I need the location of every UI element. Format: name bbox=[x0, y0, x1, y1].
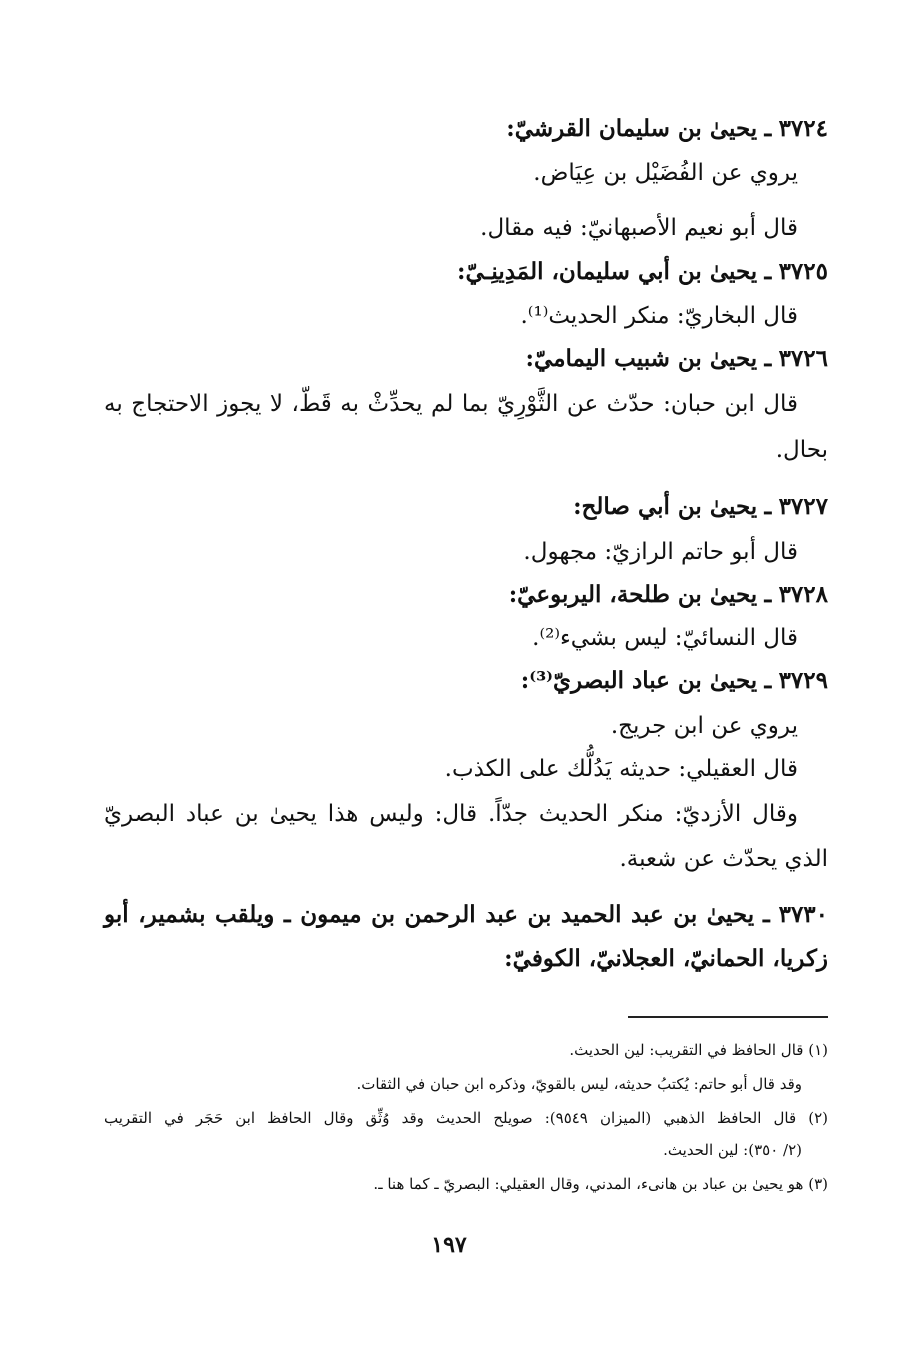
entry-text: قال ابن حبان: حدّث عن الثَّوْرِيّ بما لم يحدِّثْ به قَطّ، لا يجوز الاحتجاج به bbox=[104, 391, 798, 417]
entry-text: وقال الأزديّ: منكر الحديث جدّاً. قال: وليس هذا يحيىٰ بن عباد البصريّ bbox=[104, 801, 798, 827]
dash: ـ bbox=[764, 581, 772, 608]
entry-name: يحيىٰ بن أبي سليمان، المَدِينِـيّ: bbox=[456, 258, 758, 285]
entry-text: يروي عن الفُضَيْل بن عِيَاض. bbox=[533, 160, 798, 186]
footnote-divider bbox=[628, 1016, 828, 1018]
footnote: (٢) قال الحافظ الذهبي (الميزان ٩٥٤٩): صويلح الحديث وقد وُثِّق وقال الحافظ ابن حَجَر في التقريب bbox=[104, 1109, 828, 1127]
entry-name: يحيىٰ بن عبد الحميد بن عبد الرحمن بن ميمون ـ ويلقب بشمير، أبو bbox=[104, 901, 755, 928]
entry-heading bbox=[457, 255, 828, 289]
dash: ـ bbox=[764, 115, 772, 142]
entry-number: ٣٧٣٠ bbox=[778, 901, 829, 928]
entry-heading bbox=[506, 112, 828, 146]
entry-name: يحيىٰ بن شبيب اليماميّ: bbox=[525, 345, 758, 372]
entry-text: بحال. bbox=[775, 437, 828, 463]
dash: ـ bbox=[764, 258, 772, 285]
entry-text: الذي يحدّث عن شعبة. bbox=[619, 846, 828, 872]
entry-heading bbox=[104, 898, 828, 932]
dash: ـ bbox=[762, 901, 770, 928]
footnote: (٢/ ٣٥٠): لين الحديث. bbox=[663, 1141, 802, 1159]
dash: ـ bbox=[764, 345, 772, 372]
entry-heading bbox=[521, 664, 828, 698]
entry-text: قال أبو حاتم الرازيّ: مجهول. bbox=[523, 539, 798, 565]
entry-number: ٣٧٢٤ bbox=[778, 115, 828, 142]
footnote: (١) قال الحافظ في التقريب: لين الحديث. bbox=[569, 1041, 828, 1059]
entry-number: ٣٧٢٦ bbox=[778, 345, 828, 372]
entry-heading-continued: زكريا، الحمانيّ، العجلانيّ، الكوفيّ: bbox=[504, 945, 828, 972]
entry-text: قال أبو نعيم الأصبهانيّ: فيه مقال. bbox=[480, 215, 798, 241]
entry-number: ٣٧٢٩ bbox=[778, 667, 828, 694]
dash: ـ bbox=[764, 667, 772, 694]
entry-text: يروي عن ابن جريج. bbox=[610, 713, 798, 739]
entry-name: يحيىٰ بن طلحة، اليربوعيّ: bbox=[508, 581, 758, 608]
footnote: وقد قال أبو حاتم: يُكتبُ حديثه، ليس بالقويّ، وذكره ابن حبان في الثقات. bbox=[356, 1075, 802, 1093]
entry-name: يحيىٰ بن أبي صالح: bbox=[573, 493, 758, 520]
entry-heading bbox=[509, 578, 828, 612]
page-number: ١٩٧ bbox=[431, 1232, 467, 1258]
dash: ـ bbox=[764, 493, 772, 520]
entry-name: يحيىٰ بن سليمان القرشيّ: bbox=[506, 115, 758, 142]
entry-number: ٣٧٢٨ bbox=[778, 581, 828, 608]
entry-heading bbox=[573, 490, 828, 524]
entry-text: قال البخاريّ: منكر الحديث⁽¹⁾. bbox=[520, 303, 798, 329]
entry-heading bbox=[526, 342, 828, 376]
footnote: (٣) هو يحيىٰ بن عباد بن هانىء، المدني، وقال العقيلي: البصريّ ـ كما هنا ـ. bbox=[373, 1175, 828, 1193]
entry-text: قال العقيلي: حديثه يَدُلُّك على الكذب. bbox=[444, 756, 798, 782]
entry-number: ٣٧٢٥ bbox=[778, 258, 828, 285]
entry-number: ٣٧٢٧ bbox=[778, 493, 828, 520]
entry-name: يحيىٰ بن عباد البصريّ⁽³⁾: bbox=[520, 667, 758, 694]
entry-text: قال النسائيّ: ليس بشيء⁽²⁾. bbox=[532, 625, 798, 651]
